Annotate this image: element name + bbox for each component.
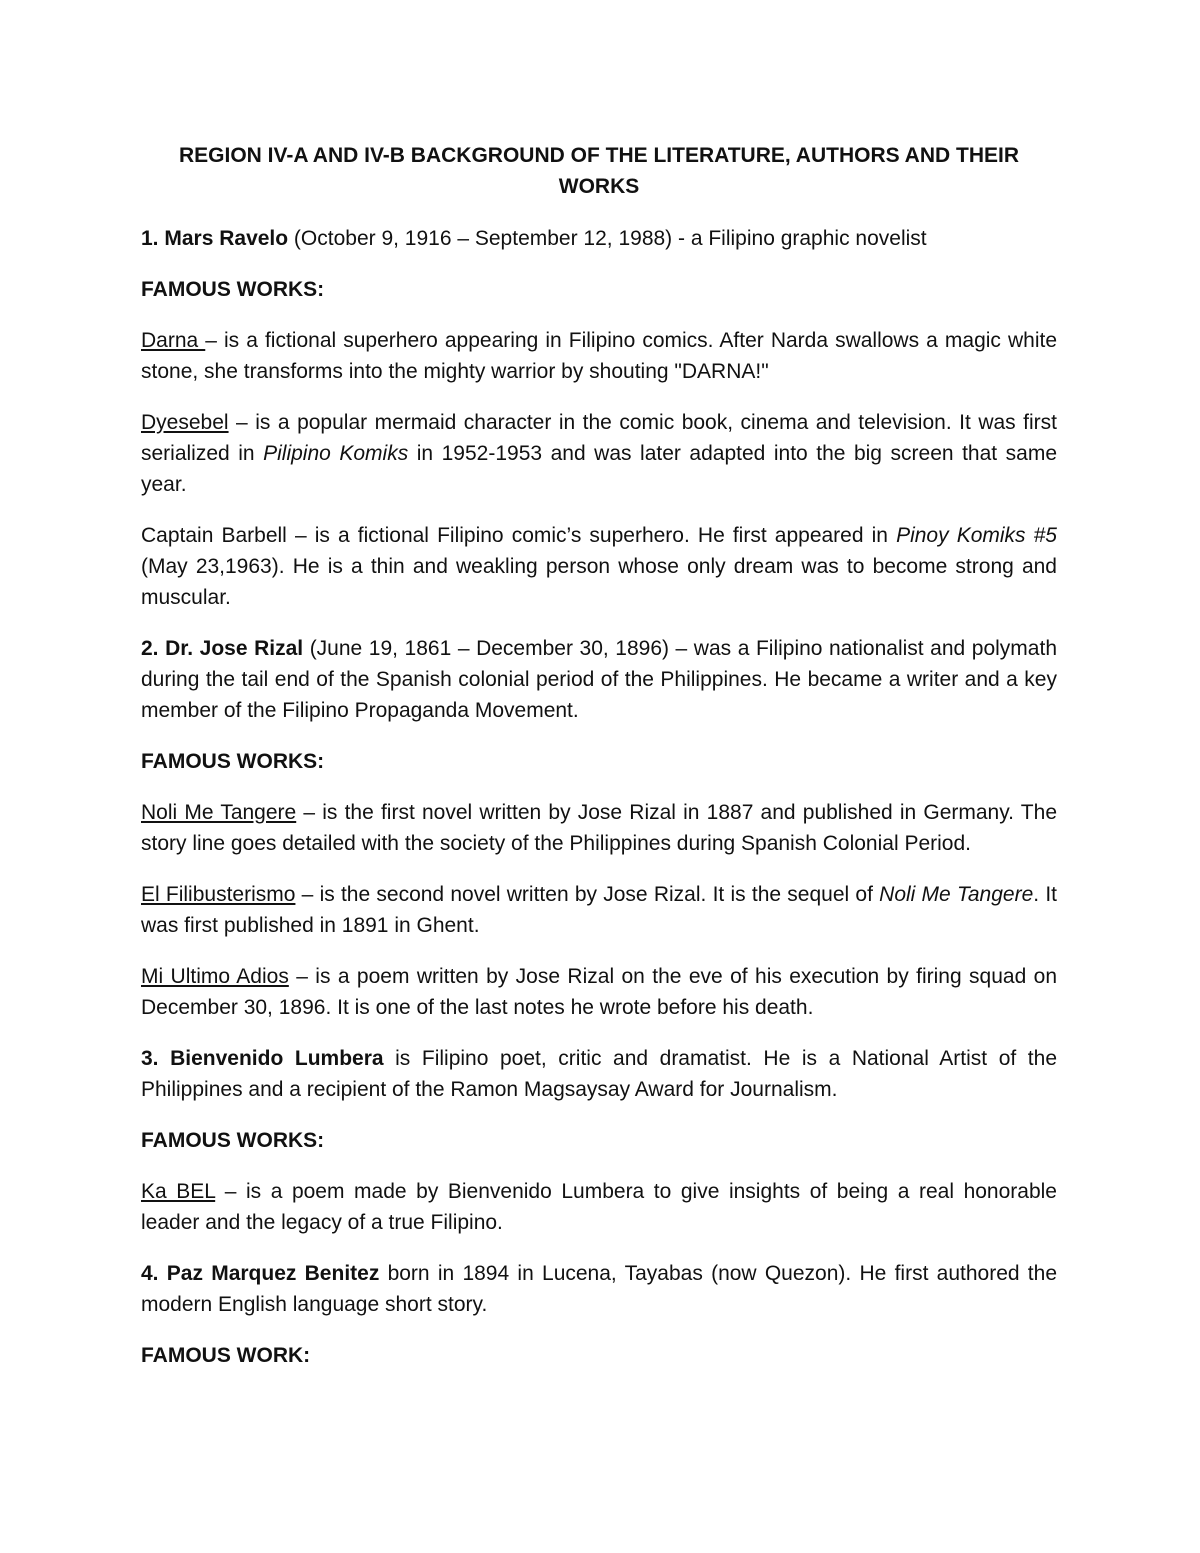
author-bio: (October 9, 1916 – September 12, 1988) - a Filipino graphic novelist [288, 227, 927, 250]
work-description: – is a fictional superhero appearing in Filipino comics. After Narda swallows a magic white stone, she transforms into the mighty warrior by shouting "DARNA!" [141, 329, 1057, 383]
work-entry-mi-ultimo-adios [141, 961, 1057, 1023]
author-2-heading [141, 633, 1057, 726]
author-bio: born in 1894 in Lucena, Tayabas (now Quezon). He first authored the modern English language short story. [141, 1262, 1057, 1316]
work-description: – is a fictional Filipino comic’s superhero. He first appeared in [286, 524, 897, 547]
famous-works-label: FAMOUS WORKS: [141, 278, 325, 301]
work-entry-darna [141, 325, 1057, 387]
author-number: 2. [141, 637, 159, 660]
famous-work-label: FAMOUS WORK: [141, 1344, 311, 1367]
work-description: – is the second novel written by Jose Rizal. It is the sequel of [295, 883, 880, 906]
work-entry-ka-bel [141, 1176, 1057, 1238]
work-description-cont: . It was first published in 1891 in Ghent. [141, 883, 1057, 937]
work-entry-noli-me-tangere [141, 797, 1057, 859]
author-4-heading [141, 1258, 1057, 1320]
author-name: Paz Marquez Benitez [166, 1262, 380, 1285]
work-title: Captain Barbell [141, 524, 287, 547]
author-3-heading [141, 1043, 1057, 1105]
author-1-heading [141, 223, 1057, 254]
work-description-cont: (May 23,1963). He is a thin and weakling person whose only dream was to become strong and muscular. [141, 555, 1057, 609]
famous-works-label: FAMOUS WORKS: [141, 1129, 325, 1152]
work-title: El Filibusterismo [141, 883, 296, 906]
work-title: Dyesebel [141, 411, 229, 434]
work-title: Darna [141, 329, 206, 352]
famous-works-label: FAMOUS WORKS: [141, 750, 325, 773]
work-description: – is a popular mermaid character in the comic book, cinema and television. It was first serialized in [141, 411, 1057, 465]
work-entry-el-filibusterismo [141, 879, 1057, 941]
author-number: 3. [141, 1047, 159, 1070]
work-entry-dyesebel [141, 407, 1057, 500]
author-name: Bienvenido Lumbera [170, 1047, 384, 1070]
author-bio: (June 19, 1861 – December 30, 1896) – was a Filipino nationalist and polymath during the tail end of the Spanish colonial period of the Philippines. He became a writer and a key member of the Filipino Propaganda Movement. [141, 637, 1057, 722]
author-name: Mars Ravelo [164, 227, 289, 250]
work-description-cont: in 1952-1953 and was later adapted into the big screen that same year. [141, 442, 1057, 496]
document-page [141, 140, 1057, 1391]
work-description: – is the first novel written by Jose Rizal in 1887 and published in Germany. The story line goes detailed with the society of the Philippines during Spanish Colonial Period. [141, 801, 1057, 855]
author-bio: is Filipino poet, critic and dramatist. He is a National Artist of the Philippines and a recipient of the Ramon Magsaysay Award for Journalism. [141, 1047, 1058, 1101]
work-title: Mi Ultimo Adios [141, 965, 289, 988]
author-name: Dr. Jose Rizal [165, 637, 304, 660]
author-number: 4. [141, 1262, 159, 1285]
work-description: – is a poem made by Bienvenido Lumbera to give insights of being a real honorable leader and the legacy of a true Filipino. [141, 1180, 1057, 1234]
work-italic-ref: Noli Me Tangere [879, 883, 1034, 906]
work-entry-captain-barbell [141, 520, 1057, 613]
work-italic-ref: Pilipino Komiks [263, 442, 409, 465]
work-title: Noli Me Tangere [141, 801, 297, 824]
work-description: – is a poem written by Jose Rizal on the eve of his execution by firing squad on December 30, 1896. It is one of the last notes he wrote before his death. [141, 965, 1058, 1019]
document-title: REGION IV-A AND IV-B BACKGROUND OF THE LITERATURE, AUTHORS AND THEIR WORKS [179, 144, 1019, 198]
work-italic-ref: Pinoy Komiks #5 [896, 524, 1057, 547]
work-title: Ka BEL [141, 1180, 216, 1203]
author-number: 1. [141, 227, 159, 250]
